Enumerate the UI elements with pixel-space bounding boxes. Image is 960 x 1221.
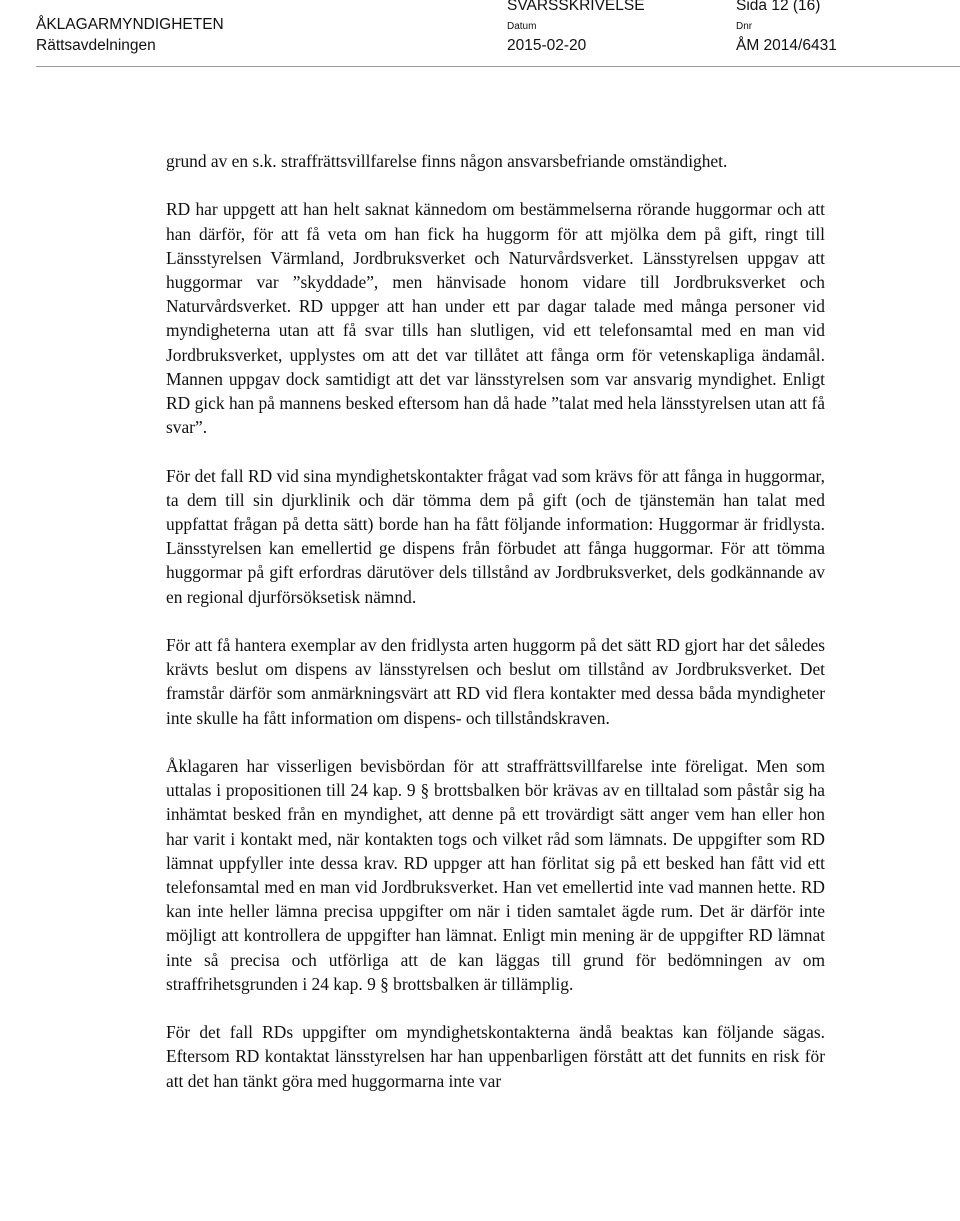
paragraph: grund av en s.k. straffrättsvillfarelse finns någon ansvarsbefriande omständighet. xyxy=(166,151,728,171)
reference-caption: Dnr xyxy=(736,21,753,32)
paragraph: RD har uppgett att han helt saknat kännedom om bestämmelserna rörande huggormar och att han därför, för att få veta om han fick ha huggorm för att mjölka dem på gift, ringt till Länsstyrelsen Värmland, Jordbruksverket och Naturvårdsverket. Länsstyrelsen uppgav att huggormar var ”skyddade”, men hänvisade honom vidare till Jordbruksverket och Naturvårdsverket. RD uppger att han under ett par dagar talade med många personer vid myndigheterna utan att få svar tills han slutligen, vid ett telefonsamtal med en man vid Jordbruksverket, upplystes om att det var tillåtet att fånga orm för vetenskapliga ändamål. Mannen uppgav dock samtidigt att det var länsstyrelsen som var ansvarig myndighet. Enligt RD gick han på mannens besked eftersom han då hade ”talat med hela länsstyrelsen utan att få svar”. xyxy=(166,199,825,438)
paragraph: För det fall RDs uppgifter om myndighetskontakterna ändå beaktas kan följande sägas. Eftersom RD kontaktat länsstyrelsen har han uppenbarligen förstått att det funnits en risk för att det han tänkt göra med huggormarna inte var xyxy=(166,1022,825,1091)
document-body xyxy=(166,149,825,1093)
page-number: Sida 12 (16) xyxy=(736,0,821,14)
department-name: Rättsavdelningen xyxy=(36,37,156,54)
agency-name: ÅKLAGARMYNDIGHETEN xyxy=(36,16,224,33)
paragraph: För det fall RD vid sina myndighetskontakter frågat vad som krävs för att fånga in huggormar, ta dem till sin djurklinik och där tömma dem på gift (och de tjänstemän han talat med uppfattat frågan på detta sätt) borde han ha fått följande information: Huggormar är fridlysta. Länsstyrelsen kan emellertid ge dispens från förbudet att fånga huggormar. För att tömma huggormar på gift erfordras därutöver dels tillstånd av Jordbruksverket, dels godkännande av en regional djurförsöksetisk nämnd. xyxy=(166,465,825,607)
date-caption: Datum xyxy=(507,21,537,32)
date-value: 2015-02-20 xyxy=(507,37,587,54)
reference-number: ÅM 2014/6431 xyxy=(736,37,837,54)
document-header xyxy=(0,0,960,60)
paragraph: Åklagaren har visserligen bevisbördan för att straffrättsvillfarelse inte föreligat. Men som uttalas i propositionen till 24 kap. 9 § brottsbalken bör krävas av en tilltalad som påstår sig ha inhämtat besked från en myndighet, att denne på ett trovärdigt sätt anger vem han eller hon har varit i kontakt med, när kontakten togs och vilket råd som lämnats. De uppgifter som RD lämnat uppfyller inte dessa krav. RD uppger att han förlitat sig på ett besked han fått vid ett telefonsamtal med en man vid Jordbruksverket. Han vet emellertid inte vad mannen hette. RD kan inte heller lämna precisa uppgifter om när i tiden samtalet ägde rum. Det är därför inte möjligt att kontrollera de uppgifter han lämnat. Enligt min mening är de uppgifter RD lämnat inte så precisa och utförliga att de kan läggas till grund för bedömningen av om straffrihetsgrunden i 24 kap. 9 § brottsbalken är tillämplig. xyxy=(166,756,825,994)
paragraph: För att få hantera exemplar av den fridlysta arten huggorm på det sätt RD gjort har det således krävts beslut om dispens av länsstyrelsen och beslut om tillstånd av Jordbruksverket. Det framstår därför som anmärkningsvärt att RD vid flera kontakter med dessa båda myndigheter inte skulle ha fått information om dispens- och tillståndskraven. xyxy=(166,635,825,728)
header-divider xyxy=(36,66,960,67)
document-type: SVARSSKRIVELSE xyxy=(507,0,645,14)
